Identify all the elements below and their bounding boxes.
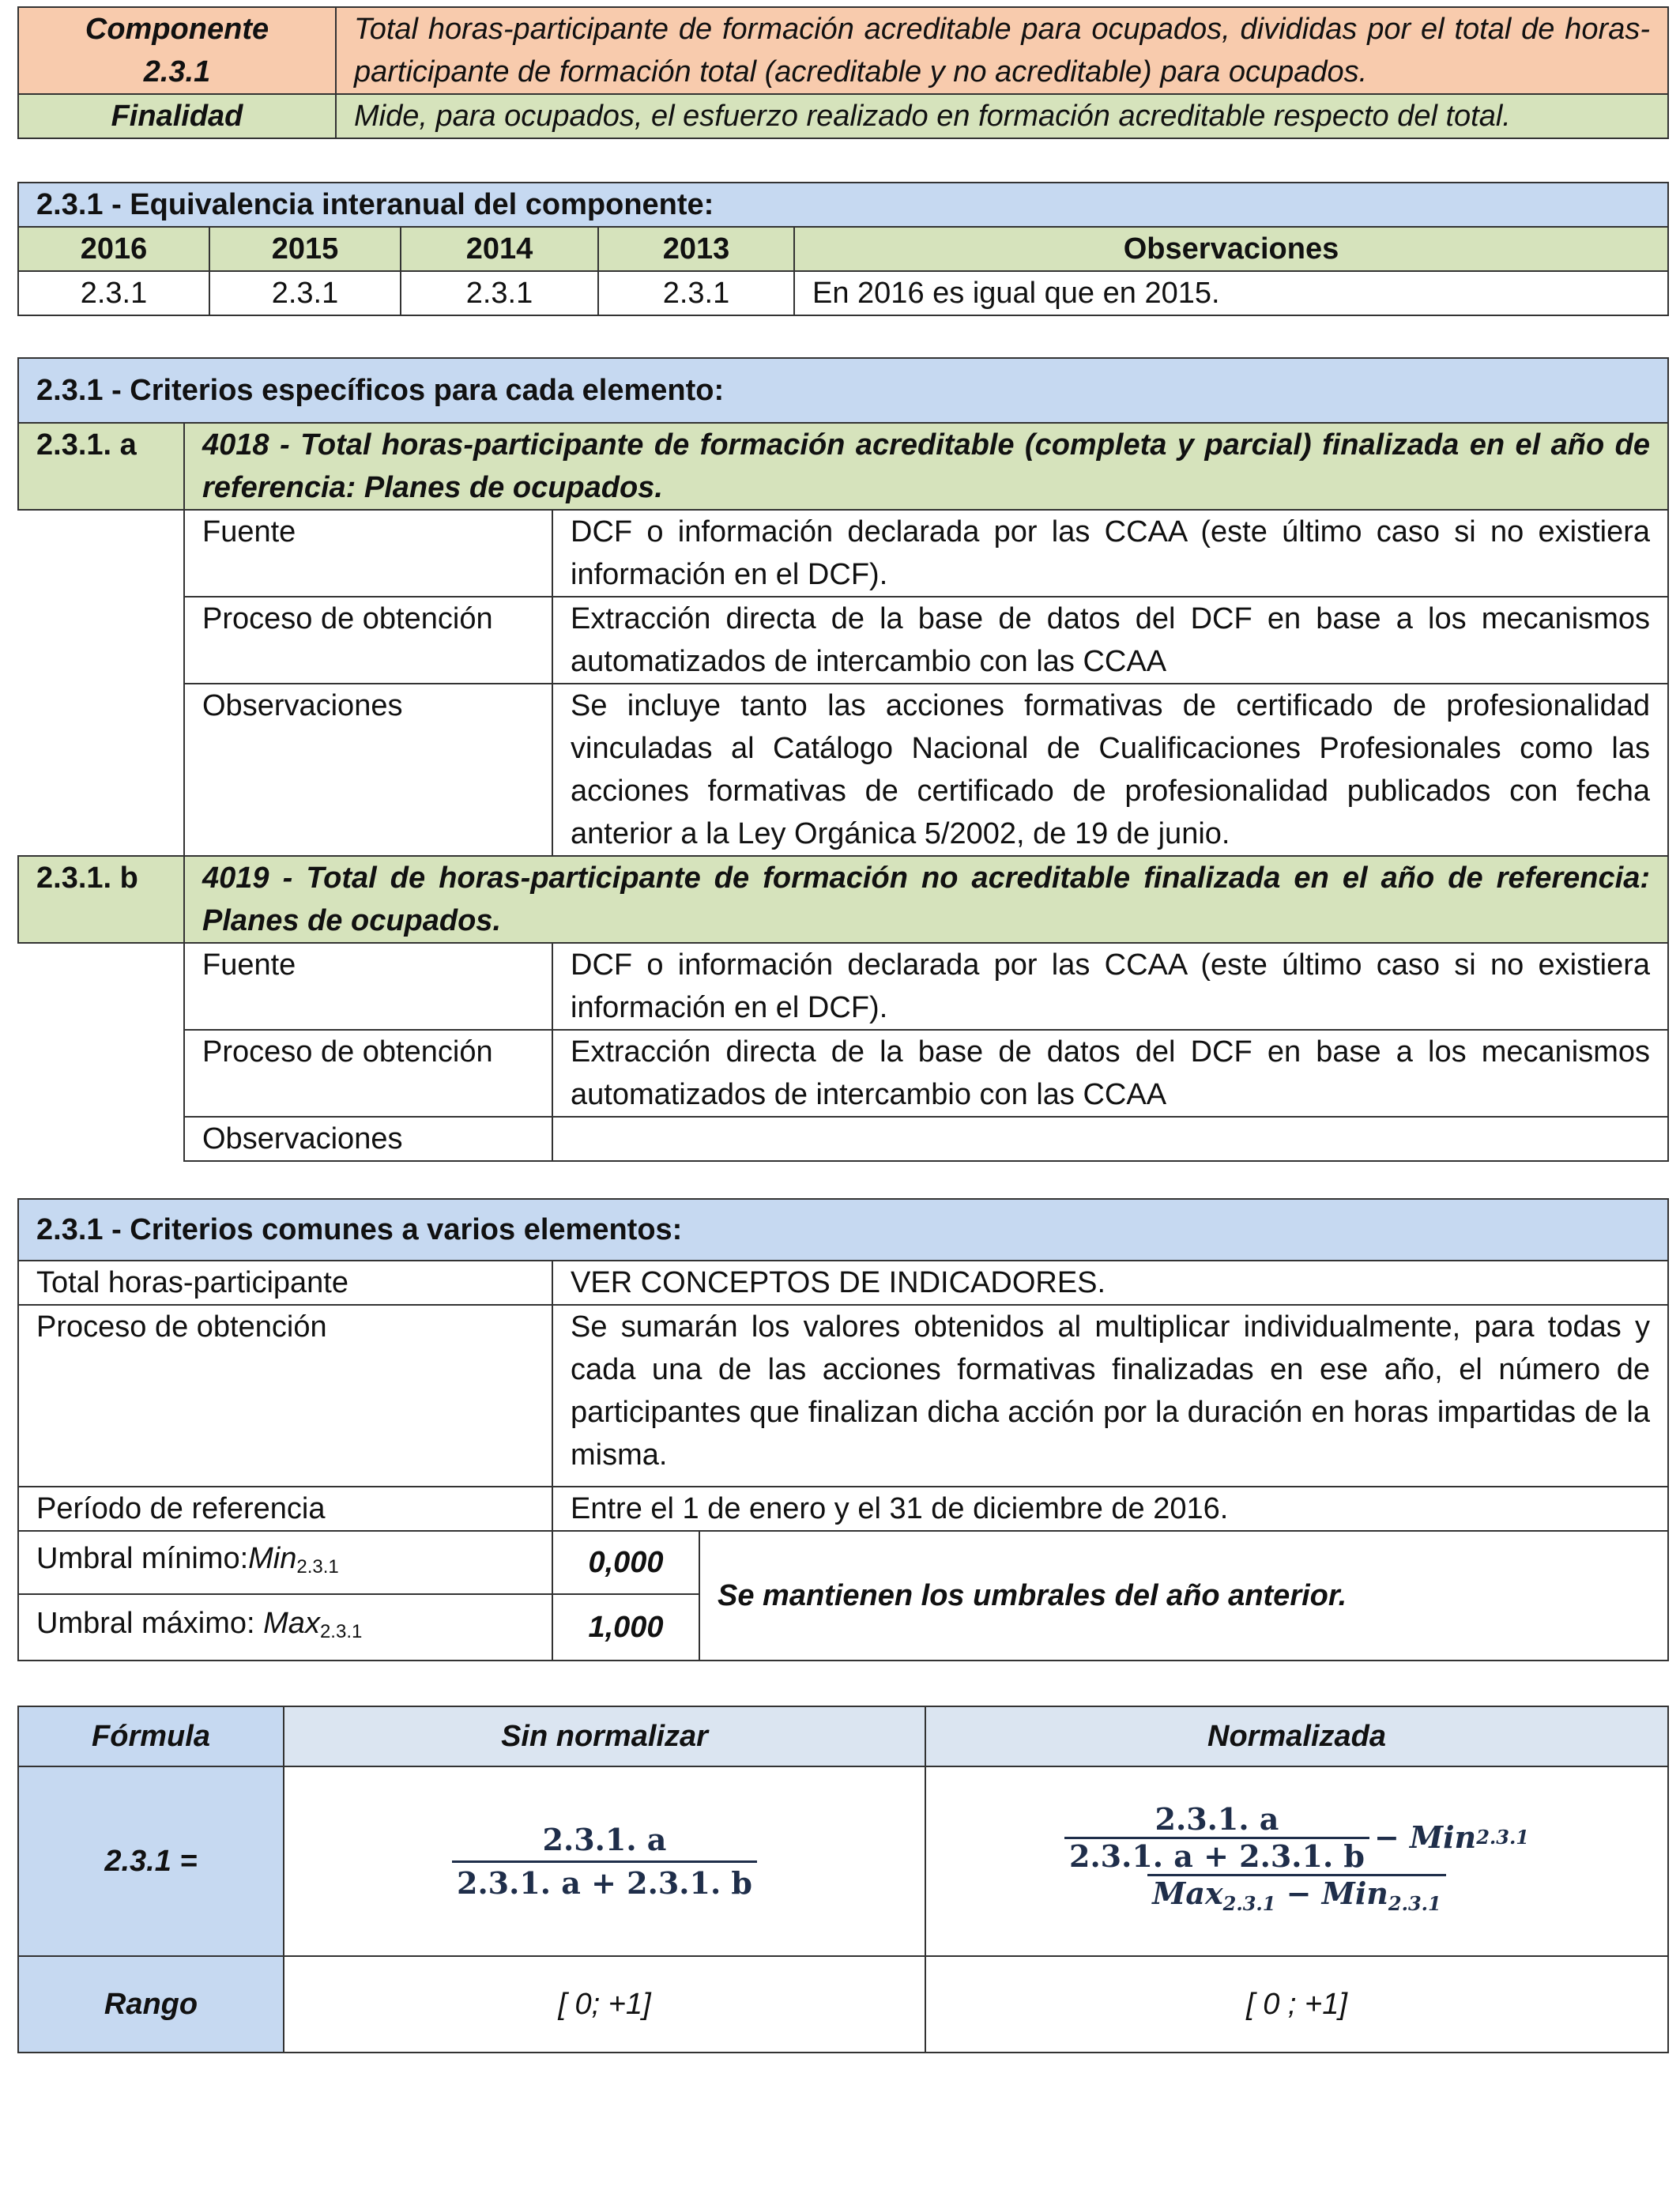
formula-norm-min-sub: 2.3.1 [1476, 1826, 1529, 1849]
element-b-proceso-label: Proceso de obtención [184, 1030, 552, 1117]
umbral-maximo-value: 1,000 [552, 1594, 699, 1661]
element-b-code: 2.3.1. b [18, 856, 184, 943]
componente-label: Componente 2.3.1 [18, 7, 336, 94]
umbral-minimo-text: Umbral mínimo: [36, 1541, 249, 1575]
equivalencia-col-observaciones: Observaciones [794, 227, 1668, 271]
element-b-fuente-label: Fuente [184, 943, 552, 1030]
criterios-especificos-table [17, 357, 1669, 1162]
umbral-maximo-label [18, 1594, 552, 1661]
equivalencia-col-2013: 2013 [598, 227, 794, 271]
criterios-comunes-title: 2.3.1 - Criterios comunes a varios elementos: [18, 1199, 1668, 1261]
rango-label: Rango [18, 1956, 284, 2053]
element-a-observaciones-label: Observaciones [184, 684, 552, 856]
indent-spacer [18, 597, 184, 684]
total-horas-value: VER CONCEPTOS DE INDICADORES. [552, 1261, 1668, 1305]
componente-text: Total horas-participante de formación acreditable para ocupados, divididas por el total de horas-participante de formación total (acreditable y no acreditable) para ocupados. [336, 7, 1668, 94]
element-a-fuente-label: Fuente [184, 510, 552, 597]
umbral-minimo-var: Min [248, 1541, 297, 1575]
formula-col-sin-normalizar: Sin normalizar [284, 1706, 925, 1766]
element-a-code: 2.3.1. a [18, 423, 184, 510]
formula-col-normalizada: Normalizada [925, 1706, 1668, 1766]
element-a-fuente-value: DCF o información declarada por las CCAA (este último caso si no existiera información en el DCF). [552, 510, 1668, 597]
element-b-title: 4019 - Total de horas-participante de formación no acreditable finalizada en el año de referencia: Planes de ocupados. [184, 856, 1668, 943]
rango-normalizada: [ 0 ; +1] [925, 1956, 1668, 2053]
formula-norm-den-min-sub: 2.3.1 [1388, 1891, 1441, 1915]
formula-sin-denominator: 2.3.1. a + 2.3.1. b [452, 1860, 757, 1904]
formula-norm-inner-den: 2.3.1. a + 2.3.1. b [1064, 1837, 1369, 1874]
element-a-proceso-value: Extracción directa de la base de datos del DCF en base a los mecanismos automatizados de intercambio con las CCAA [552, 597, 1668, 684]
indent-spacer [18, 1030, 184, 1117]
equivalencia-col-2015: 2015 [209, 227, 401, 271]
rango-sin-normalizar: [ 0; +1] [284, 1956, 925, 2053]
formula-norm-denominator [1147, 1874, 1445, 1921]
criterios-especificos-title: 2.3.1 - Criterios específicos para cada elemento: [18, 358, 1668, 423]
criterios-comunes-table [17, 1198, 1669, 1661]
formula-norm-minus-min: − Min [1373, 1819, 1477, 1855]
indent-spacer [18, 943, 184, 1030]
element-a-title: 4018 - Total horas-participante de formación acreditable (completa y parcial) finalizada en el año de referencia: Planes de ocupados. [184, 423, 1668, 510]
formula-norm-max-sub: 2.3.1 [1222, 1891, 1276, 1915]
element-a-observaciones-value: Se incluye tanto las acciones formativas de certificado de profesionalidad vinculadas al Catálogo Nacional de Cualificaciones Profesionales como las acciones formativas de certificado de profesionalidad publicados con fecha anterior a la Ley Orgánica 5/2002, de 19 de junio. [552, 684, 1668, 856]
formula-norm-numerator [1060, 1802, 1534, 1874]
formula-norm-max: Max [1152, 1875, 1223, 1911]
umbral-minimo-sub: 2.3.1 [296, 1555, 339, 1578]
formula-col-formula: Fórmula [18, 1706, 284, 1766]
formula-norm-inner-fraction [1064, 1802, 1369, 1874]
formula-norm-den-min: − Min [1275, 1875, 1388, 1911]
formula-normalizada [925, 1766, 1668, 1956]
component-header-table [17, 6, 1669, 139]
element-a-proceso-label: Proceso de obtención [184, 597, 552, 684]
formula-sin-fraction [452, 1819, 757, 1904]
umbral-minimo-label [18, 1531, 552, 1594]
equivalencia-table [17, 182, 1669, 316]
proceso-obtencion-value: Se sumarán los valores obtenidos al multiplicar individualmente, para todas y cada una de las acciones formativas finalizadas en ese año, el número de participantes que finalizan dicha acción por la duración en horas impartidas de la misma. [552, 1305, 1668, 1487]
element-b-observaciones-label: Observaciones [184, 1117, 552, 1161]
formula-sin-numerator: 2.3.1. a [542, 1821, 667, 1857]
formula-table [17, 1706, 1669, 2053]
indent-spacer [18, 684, 184, 856]
total-horas-label: Total horas-participante [18, 1261, 552, 1305]
equivalencia-cell-2013: 2.3.1 [598, 271, 794, 315]
equivalencia-cell-observaciones: En 2016 es igual que en 2015. [794, 271, 1668, 315]
equivalencia-cell-2015: 2.3.1 [209, 271, 401, 315]
periodo-referencia-label: Período de referencia [18, 1487, 552, 1531]
formula-sin-normalizar [284, 1766, 925, 1956]
umbral-maximo-text: Umbral máximo: [36, 1606, 264, 1640]
umbral-maximo-var: Max [263, 1606, 320, 1640]
formula-norm-inner-num: 2.3.1. a [1155, 1800, 1279, 1837]
indent-spacer [18, 1117, 184, 1161]
equivalencia-cell-2016: 2.3.1 [18, 271, 209, 315]
indent-spacer [18, 510, 184, 597]
formula-row-label: 2.3.1 = [18, 1766, 284, 1956]
proceso-obtencion-label: Proceso de obtención [18, 1305, 552, 1487]
element-b-fuente-value: DCF o información declarada por las CCAA (este último caso si no existiera información en el DCF). [552, 943, 1668, 1030]
equivalencia-cell-2014: 2.3.1 [401, 271, 598, 315]
umbral-minimo-value: 0,000 [552, 1531, 699, 1594]
finalidad-text: Mide, para ocupados, el esfuerzo realizado en formación acreditable respecto del total. [336, 94, 1668, 138]
finalidad-label: Finalidad [18, 94, 336, 138]
umbral-maximo-sub: 2.3.1 [319, 1620, 363, 1642]
element-b-observaciones-value [552, 1117, 1668, 1161]
umbral-note: Se mantienen los umbrales del año anterior. [699, 1531, 1668, 1661]
element-b-proceso-value: Extracción directa de la base de datos del DCF en base a los mecanismos automatizados de intercambio con las CCAA [552, 1030, 1668, 1117]
formula-norm-fraction [1060, 1802, 1534, 1921]
equivalencia-col-2014: 2014 [401, 227, 598, 271]
periodo-referencia-value: Entre el 1 de enero y el 31 de diciembre de 2016. [552, 1487, 1668, 1531]
equivalencia-col-2016: 2016 [18, 227, 209, 271]
equivalencia-title: 2.3.1 - Equivalencia interanual del componente: [18, 183, 1668, 227]
